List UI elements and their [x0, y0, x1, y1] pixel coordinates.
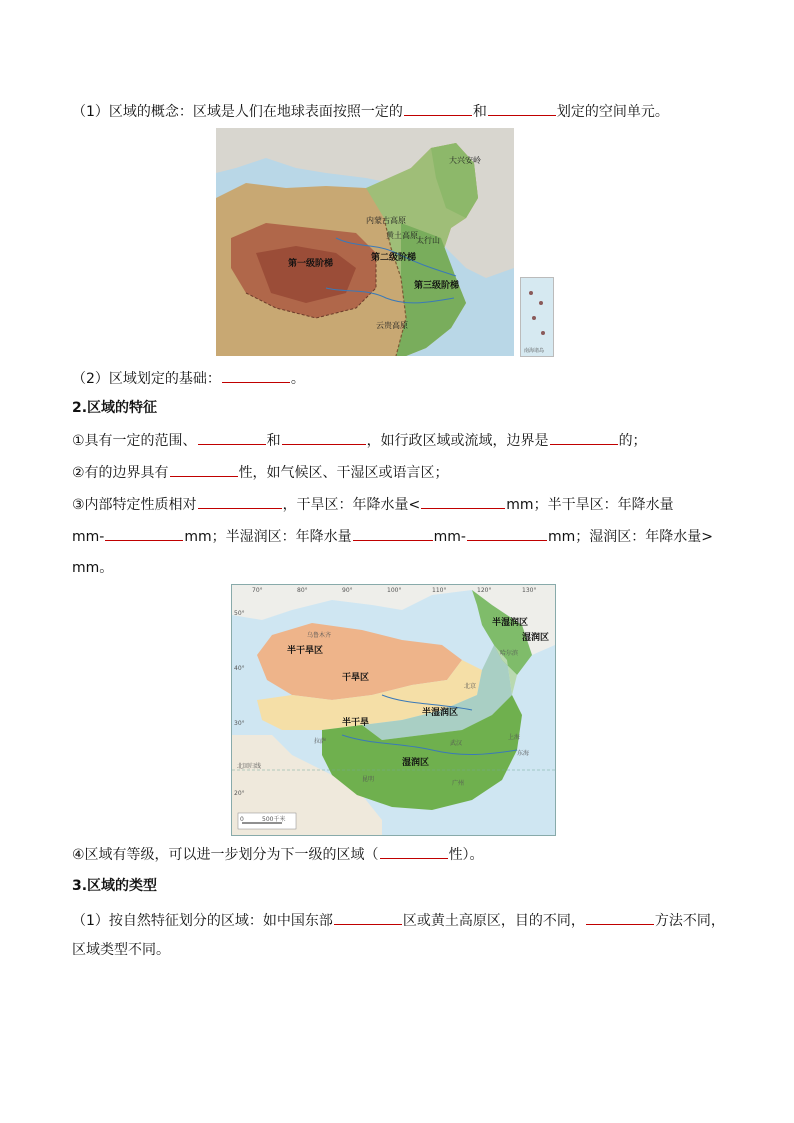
- lon-label: 120°: [477, 587, 492, 594]
- text: 方法不同，: [654, 913, 725, 929]
- dry-wet-map: [231, 584, 556, 836]
- blank-field[interactable]: [222, 368, 290, 383]
- region-label: 太行山: [416, 236, 440, 245]
- region-label: 半湿润区: [492, 618, 529, 628]
- type-a-line2: 区域类型不同。: [72, 942, 170, 958]
- section-heading: 2.区域的特征: [72, 400, 158, 416]
- region-label: 半干旱: [342, 718, 370, 728]
- city-label: 哈尔滨: [500, 650, 519, 657]
- lon-label: 130°: [522, 587, 537, 594]
- text: 的；: [618, 433, 647, 449]
- region-label: 半湿润区: [422, 708, 459, 718]
- text: 性，如气候区、干湿区或语言区；: [238, 465, 449, 481]
- lon-label: 100°: [387, 587, 402, 594]
- blank-field[interactable]: [170, 462, 238, 477]
- lon-label: 110°: [432, 587, 447, 594]
- scale-label: 500千米: [262, 816, 286, 823]
- text: ，干旱区：年降水量<: [282, 497, 421, 513]
- text: 区或黄土高原区，目的不同，: [402, 913, 585, 929]
- text: 和: [266, 433, 281, 449]
- feature-c-line1: [72, 494, 674, 515]
- text: （1）区域的概念：区域是人们在地球表面按照一定的: [72, 104, 403, 120]
- text: （1）按自然特征划分的区域：如中国东部: [72, 913, 333, 929]
- blank-field[interactable]: [353, 526, 433, 541]
- inset-label: 南海诸岛: [524, 348, 545, 354]
- text: mm-: [72, 529, 105, 545]
- step3-label: 第三级阶梯: [414, 281, 460, 291]
- blank-field[interactable]: [586, 910, 654, 925]
- lat-label: 30°: [234, 720, 245, 727]
- blank-field[interactable]: [488, 101, 556, 116]
- lon-label: 70°: [252, 587, 263, 594]
- south-sea-inset: [520, 277, 554, 357]
- region-label: 黄土高原: [386, 231, 418, 240]
- basis-line: [72, 368, 305, 389]
- blank-field[interactable]: [421, 494, 505, 509]
- region-label: 湿润区: [402, 758, 430, 768]
- city-label: 武汉: [450, 740, 463, 747]
- lat-label: 40°: [234, 665, 245, 672]
- lat-label: 20°: [234, 790, 245, 797]
- section-heading: 3.区域的类型: [72, 878, 158, 894]
- city-label: 拉萨: [314, 738, 327, 745]
- text: 划定的空间单元。: [556, 104, 669, 120]
- lat-label: 50°: [234, 610, 245, 617]
- region-label: 湿润区: [522, 633, 550, 643]
- text: mm；半干旱区：年降水量: [506, 497, 674, 513]
- text: ，如行政区域或流域，边界是: [366, 433, 549, 449]
- type-a-line: [72, 910, 725, 931]
- blank-field[interactable]: [550, 430, 618, 445]
- feature-c-line2: [72, 526, 713, 547]
- blank-field[interactable]: [282, 430, 366, 445]
- concept-line: [72, 101, 669, 122]
- feature-d-line: [72, 844, 484, 865]
- region-label: 云贵高原: [376, 321, 408, 330]
- blank-field[interactable]: [198, 494, 282, 509]
- city-label: 乌鲁木齐: [307, 632, 332, 639]
- text: mm；半湿润区：年降水量: [184, 529, 352, 545]
- sea-label: 东海: [517, 750, 530, 757]
- text: 和: [472, 104, 487, 120]
- text: （2）区域划定的基础：: [72, 371, 221, 387]
- text: ②有的边界具有: [72, 465, 169, 481]
- text: 性）。: [448, 847, 484, 863]
- feature-a-line: [72, 430, 647, 451]
- region-label: 半干旱区: [287, 646, 324, 656]
- blank-field[interactable]: [198, 430, 266, 445]
- blank-field[interactable]: [404, 101, 472, 116]
- text: ①具有一定的范围、: [72, 433, 197, 449]
- city-label: 昆明: [362, 776, 375, 783]
- city-label: 上海: [508, 734, 521, 741]
- blank-field[interactable]: [105, 526, 183, 541]
- blank-field[interactable]: [380, 844, 448, 859]
- region-label: 内蒙古高原: [366, 216, 406, 225]
- lon-label: 80°: [297, 587, 308, 594]
- text: ③内部特定性质相对: [72, 497, 197, 513]
- blank-field[interactable]: [467, 526, 547, 541]
- step2-label: 第二级阶梯: [371, 253, 417, 263]
- terrain-steps-map: [216, 128, 514, 356]
- feature-b-line: [72, 462, 449, 483]
- text: 。: [290, 371, 305, 387]
- step1-label: 第一级阶梯: [288, 259, 334, 269]
- tropic-label: 北回归线: [237, 763, 262, 770]
- scale-zero: 0: [240, 816, 244, 823]
- region-label: 干旱区: [342, 673, 370, 683]
- text: ④区域有等级，可以进一步划分为下一级的区域（: [72, 847, 379, 863]
- city-label: 广州: [452, 780, 465, 787]
- city-label: 北京: [464, 683, 477, 690]
- text: mm-: [433, 529, 466, 545]
- region-label: 大兴安岭: [449, 156, 481, 165]
- text: mm；湿润区：年降水量>: [547, 529, 713, 545]
- feature-c-line3: mm。: [72, 560, 114, 576]
- lon-label: 90°: [342, 587, 353, 594]
- blank-field[interactable]: [334, 910, 402, 925]
